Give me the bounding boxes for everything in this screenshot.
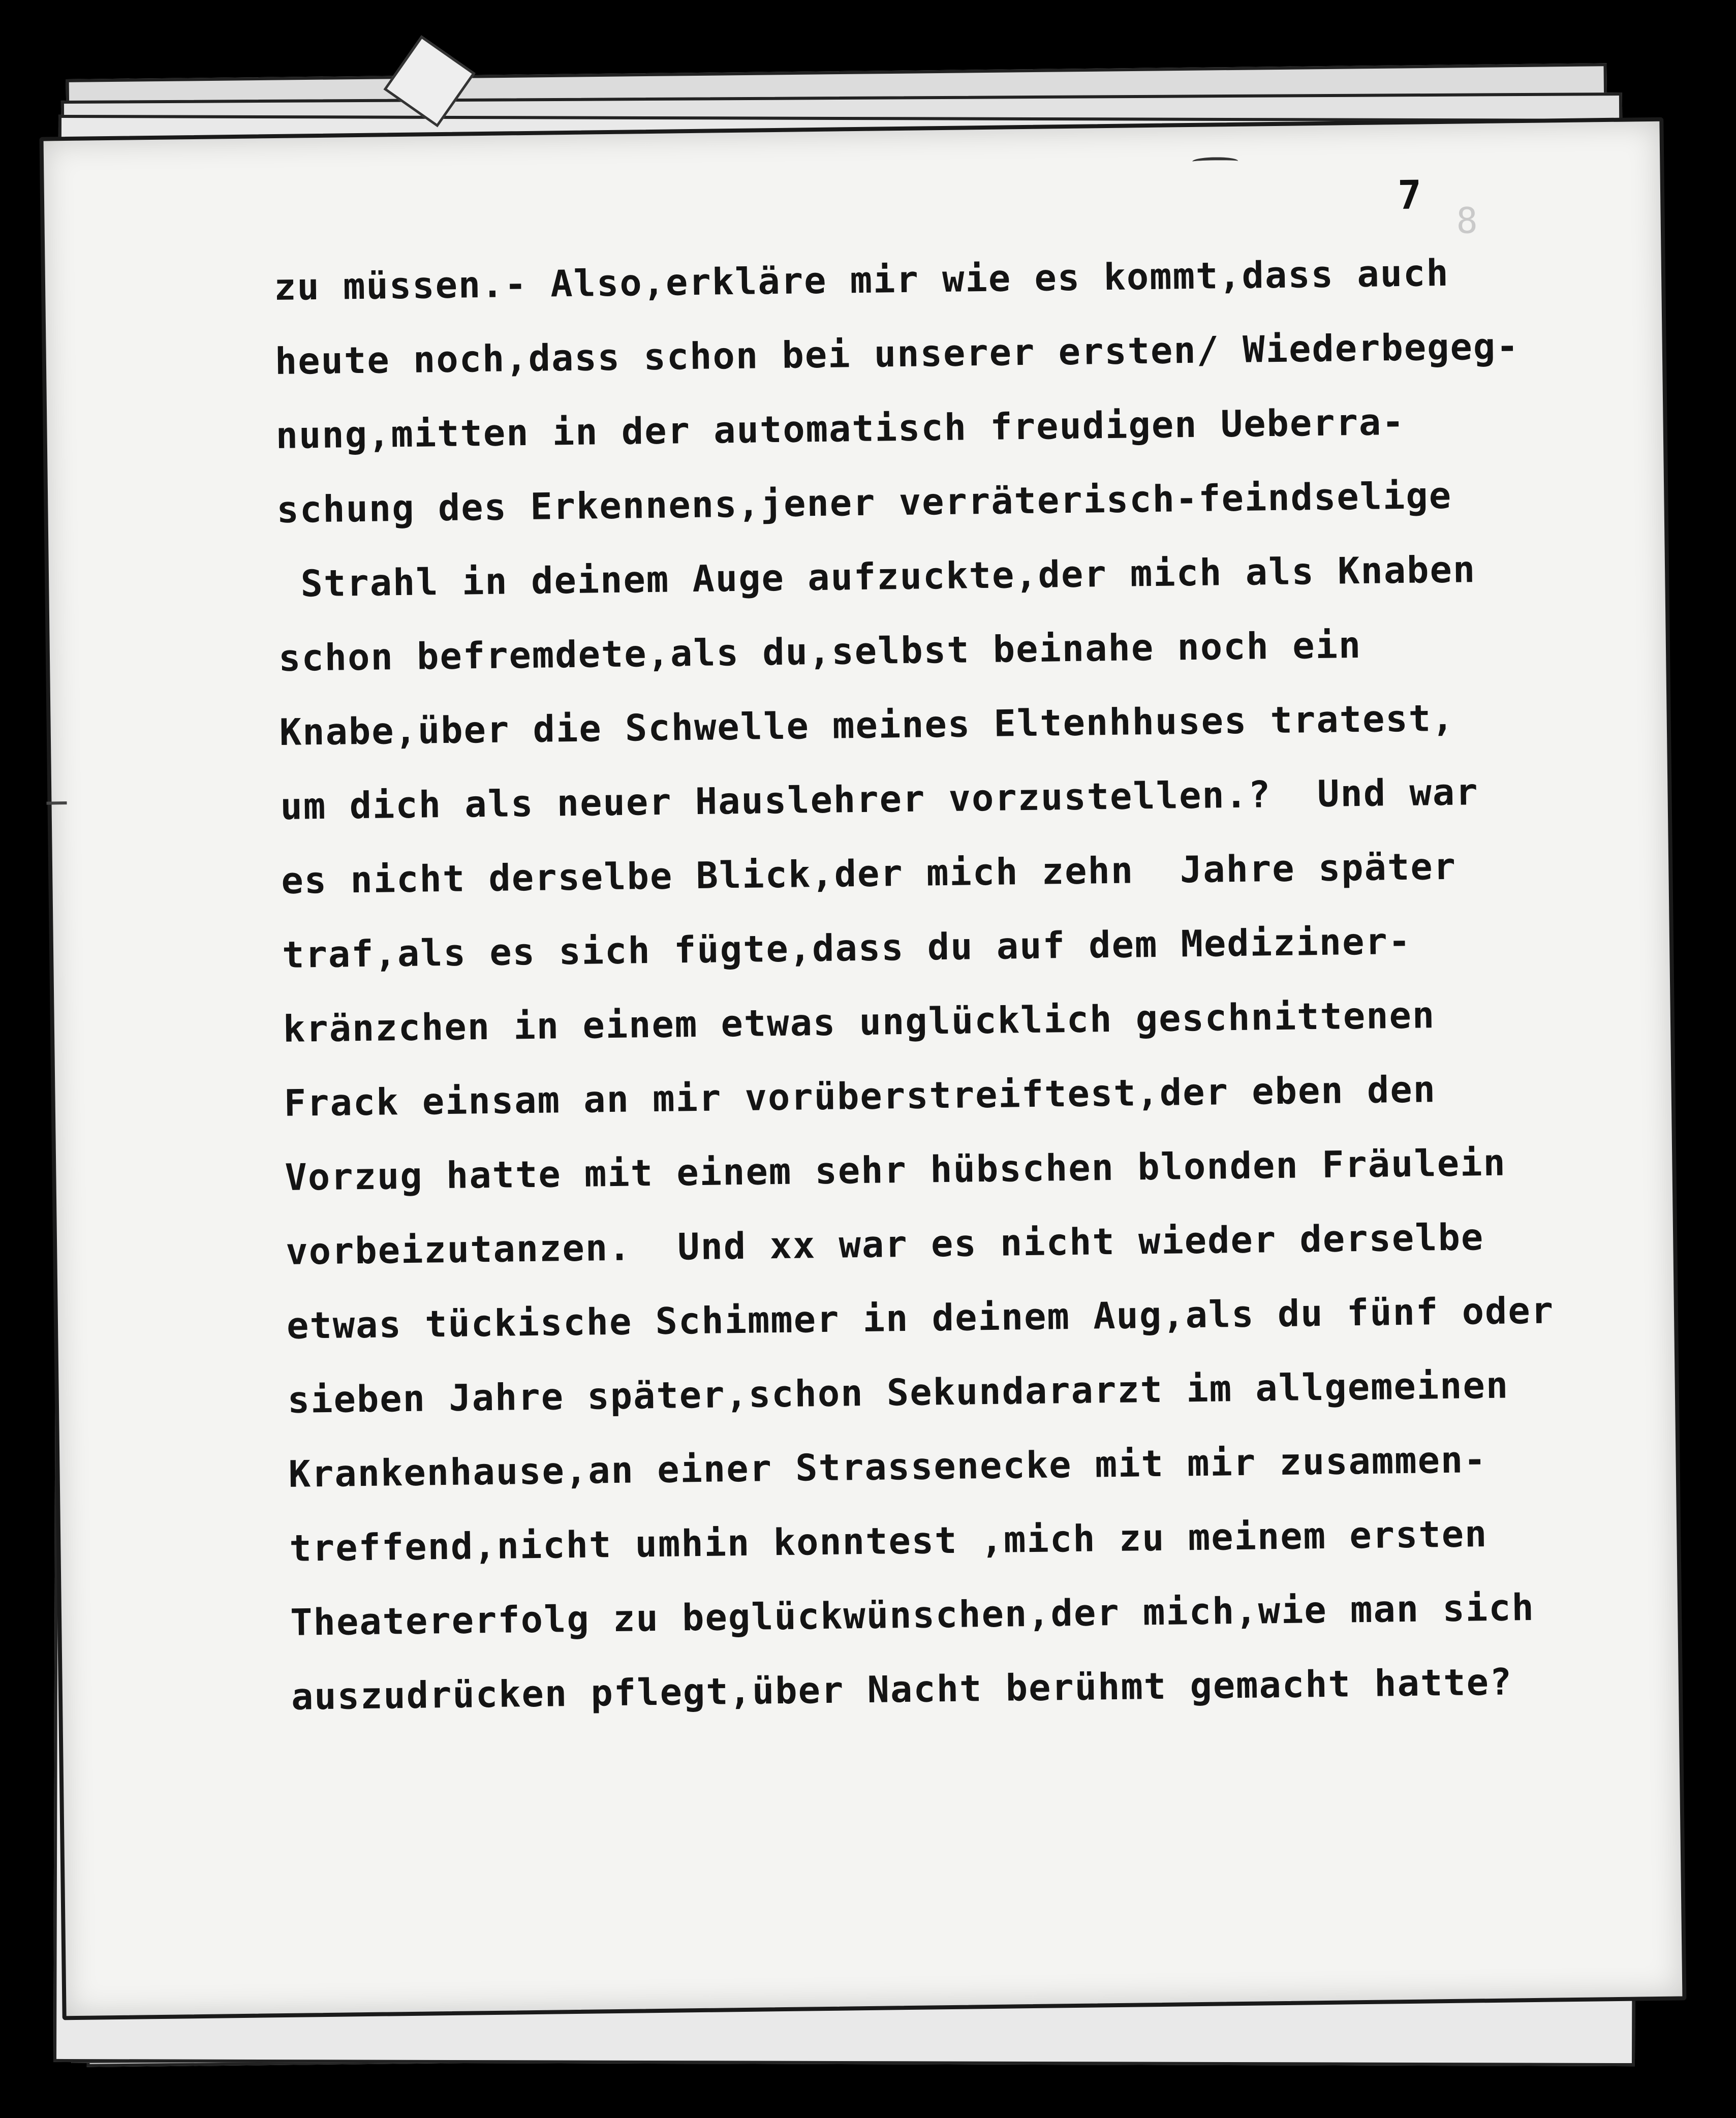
text-line: zu müssen.- Also,erkläre mir wie es kommt,dass auch: [273, 251, 1450, 309]
text-line: sieben Jahre später,schon Sekundararzt im allgemeinen: [287, 1363, 1509, 1421]
text-line: Strahl in deinem Auge aufzuckte,der mich als Knaben: [277, 548, 1476, 605]
text-line: kränzchen in einem etwas unglücklich geschnittenen: [283, 993, 1436, 1050]
text-line: Frack einsam an mir vorüberstreiftest,der eben den: [284, 1068, 1437, 1125]
text-line: traf,als es sich fügte,dass du auf dem Mediziner-: [282, 919, 1412, 976]
text-line: Knabe,über die Schwelle meines Eltenhhuses tratest,: [279, 696, 1455, 754]
typewritten-page: [39, 117, 1686, 2020]
text-line: etwas tückische Schimmer in deinem Aug,als du fünf oder: [286, 1289, 1555, 1347]
text-line: Krankenhause,an einer Strassenecke mit mir zusammen-: [288, 1438, 1487, 1496]
text-line: es nicht derselbe Blick,der mich zehn Jahre später: [281, 845, 1457, 902]
text-line: vorbeizutanzen. Und xx war es nicht wieder derselbe: [285, 1216, 1484, 1273]
text-line: schung des Erkennens,jener verräterisch-feindselige: [276, 474, 1452, 532]
page-number: 7: [1397, 172, 1422, 219]
text-line: um dich als neuer Hauslehrer vorzustellen.? Und war: [280, 770, 1479, 828]
text-line: heute noch,dass schon bei unserer ersten/ Wiederbegeg-: [274, 325, 1520, 383]
body-text: [273, 234, 1633, 1734]
text-line: nung,mitten in der automatisch freudigen Ueberra-: [275, 400, 1406, 457]
text-line: treffend,nicht umhin konntest ,mich zu meinem ersten: [289, 1512, 1488, 1570]
pencil-mark: [1192, 157, 1238, 166]
margin-mark: [46, 801, 67, 804]
text-line: schon befremdete,als du,selbst beinahe noch ein: [278, 623, 1362, 679]
text-line: Vorzug hatte mit einem sehr hübschen blonden Fräulein: [285, 1141, 1507, 1199]
text-line: Theatererfolg zu beglückwünschen,der mich,wie man sich: [290, 1585, 1535, 1644]
text-line: auszudrücken pflegt,über Nacht berühmt gemacht hatte?: [291, 1660, 1513, 1718]
ghost-page-number: 8: [1456, 200, 1478, 242]
